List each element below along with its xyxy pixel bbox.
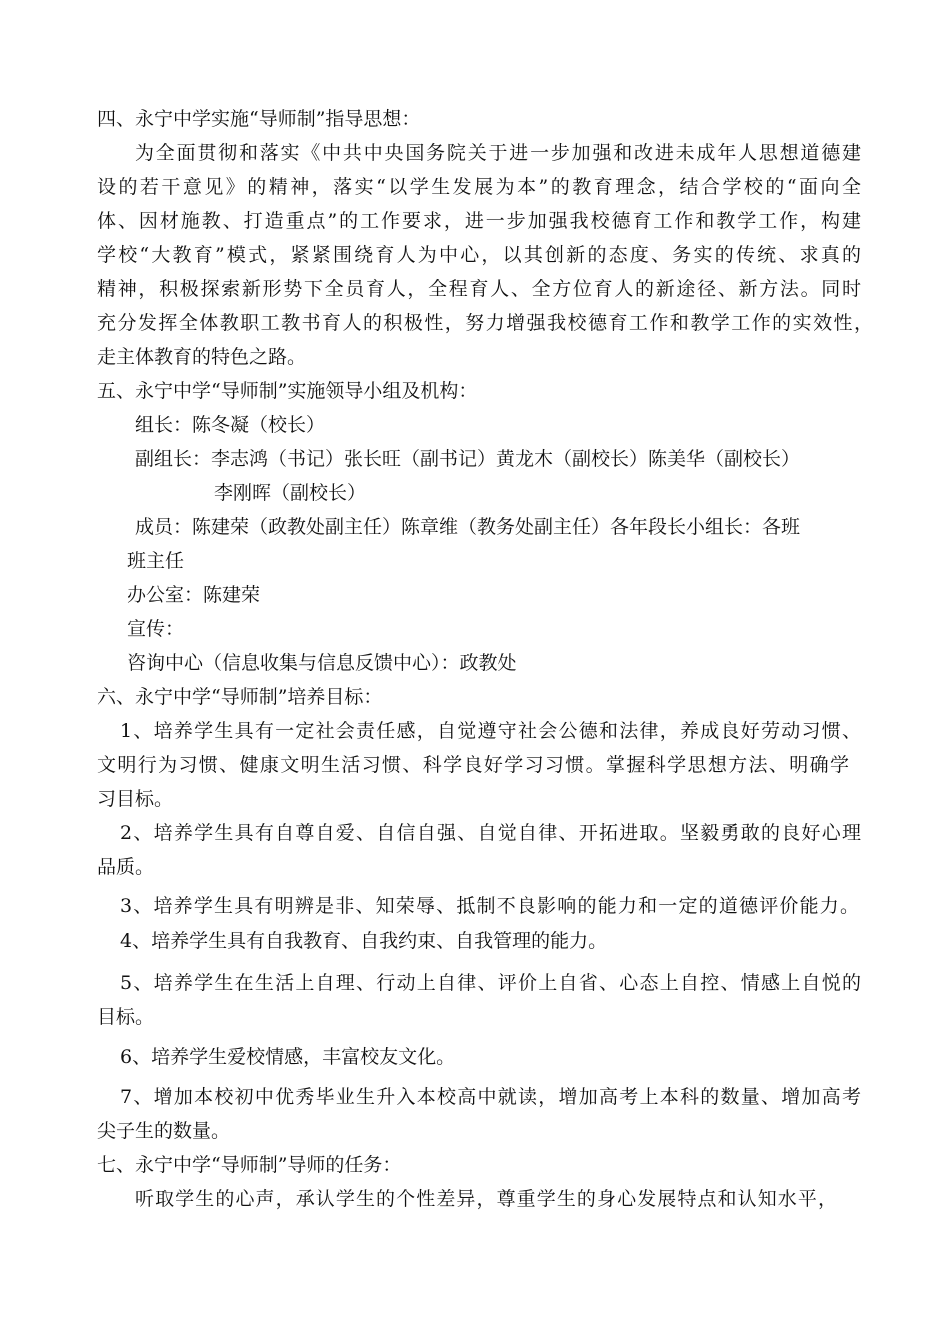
section-6-heading: 六、永宁中学“导师制”培养目标： [97, 686, 383, 708]
paragraph-line: 体、因材施教、打造重点”的工作要求，进一步加强我校德育工作和教学工作，构建 [97, 210, 861, 232]
goal-item-cont: 目标。 [97, 1006, 155, 1028]
section-4-heading: 四、永宁中学实施“导师制”指导思想： [97, 108, 421, 130]
goal-item: 7、增加本校初中优秀毕业生升入本校高中就读，增加高考上本科的数量、增加高考 [120, 1086, 861, 1108]
paragraph-line: 听取学生的心声，承认学生的个性差异，尊重学生的身心发展特点和认知水平， [135, 1188, 837, 1210]
office-line: 办公室：陈建荣 [127, 584, 261, 606]
goal-item-cont: 品质。 [97, 856, 155, 878]
leader-line: 组长：陈冬凝（校长） [135, 414, 326, 436]
goal-item-cont: 尖子生的数量。 [97, 1120, 231, 1142]
consult-center-line: 咨询中心（信息收集与信息反馈中心）：政教处 [127, 652, 517, 674]
members-line: 成员：陈建荣（政教处副主任）陈章维（教务处副主任）各年段长小组长：各班 [135, 516, 801, 538]
goal-item: 5、培养学生在生活上自理、行动上自律、评价上自省、心态上自控、情感上自悦的 [120, 972, 861, 994]
section-7-heading: 七、永宁中学“导师制”导师的任务： [97, 1154, 402, 1176]
paragraph-line: 精神，积极探索新形势下全员育人，全程育人、全方位育人的新途径、新方法。同时 [97, 278, 861, 300]
paragraph-line: 为全面贯彻和落实《中共中央国务院关于进一步加强和改进未成年人思想道德建 [135, 142, 861, 164]
deputy-leader-line: 副组长：李志鸿（书记）张长旺（副书记）黄龙木（副校长）陈美华（副校长） [135, 448, 801, 470]
goal-item: 2、培养学生具有自尊自爱、自信自强、自觉自律、开拓进取。坚毅勇敢的良好心理 [120, 822, 861, 844]
goal-item: 6、培养学生爱校情感，丰富校友文化。 [120, 1046, 456, 1068]
goal-item: 4、培养学生具有自我教育、自我约束、自我管理的能力。 [120, 930, 608, 952]
goal-item-cont: 习目标。 [97, 788, 174, 810]
paragraph-line: 学校“大教育”模式，紧紧围绕育人为中心，以其创新的态度、务实的传统、求真的 [97, 244, 861, 266]
members-line-2: 班主任 [127, 550, 185, 572]
section-5-heading: 五、永宁中学“导师制”实施领导小组及机构： [97, 380, 478, 402]
paragraph-line: 设的若干意见》的精神，落实“以学生发展为本”的教育理念，结合学校的“面向全 [97, 176, 861, 198]
goal-item: 3、培养学生具有明辨是非、知荣辱、抵制不良影响的能力和一定的道德评价能力。 [120, 895, 859, 917]
goal-item-cont: 文明行为习惯、健康文明生活习惯、科学良好学习习惯。掌握科学思想方法、明确学 [97, 754, 849, 776]
publicity-line: 宣传： [127, 618, 185, 640]
deputy-leader-line-2: 李刚晖（副校长） [214, 482, 367, 504]
paragraph-line: 充分发挥全体教职工教书育人的积极性，努力增强我校德育工作和教学工作的实效性， [97, 312, 873, 334]
paragraph-line: 走主体教育的特色之路。 [97, 346, 307, 368]
goal-item: 1、培养学生具有一定社会责任感，自觉遵守社会公德和法律，养成良好劳动习惯、 [120, 720, 861, 742]
